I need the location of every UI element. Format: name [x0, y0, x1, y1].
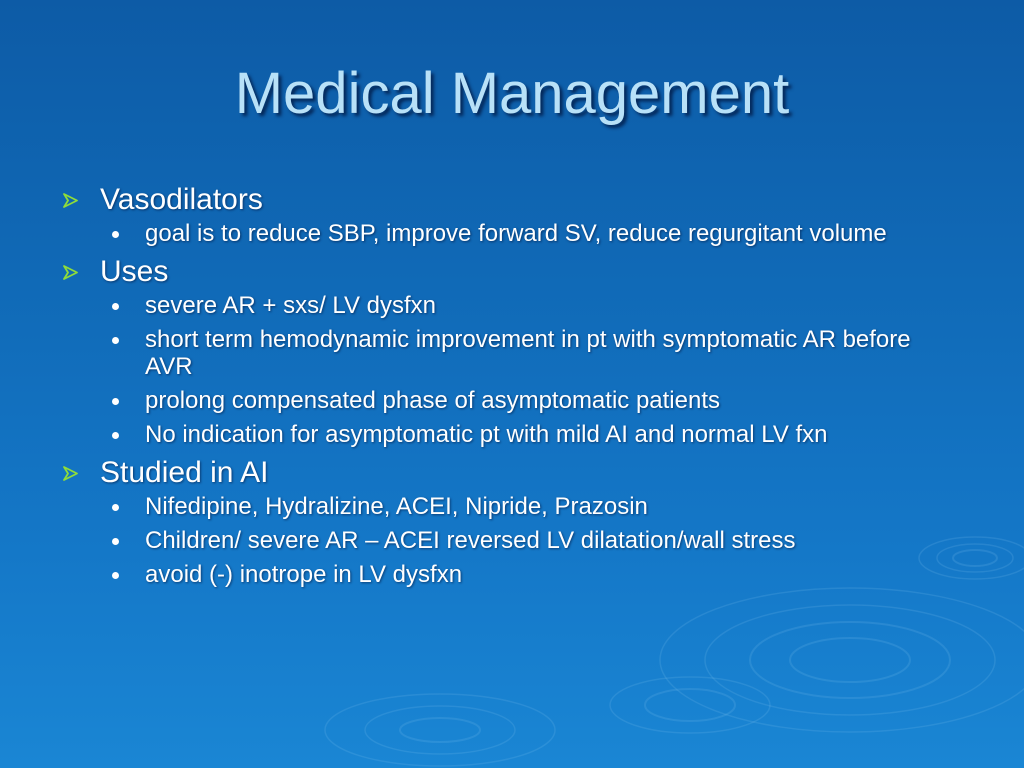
list-item [62, 561, 935, 588]
bullet-list [62, 220, 962, 247]
arrow-bullet-icon [62, 466, 80, 481]
bullet-list [62, 493, 962, 588]
dot-bullet-icon [112, 398, 119, 405]
dot-bullet-icon [112, 337, 119, 344]
list-item [62, 220, 935, 247]
dot-bullet-icon [112, 572, 119, 579]
dot-bullet-icon [112, 303, 119, 310]
section-heading: Uses [100, 255, 169, 288]
list-item [62, 387, 935, 414]
dot-bullet-icon [112, 432, 119, 439]
slide-body [62, 180, 962, 595]
list-item-text: severe AR + sxs/ LV dysfxn [145, 292, 437, 319]
list-item-text: avoid (-) inotrope in LV dysfxn [145, 561, 463, 588]
dot-bullet-icon [112, 504, 119, 511]
slide-title: Medical Management [234, 61, 790, 126]
section-vasodilators [62, 182, 962, 218]
dot-bullet-icon [112, 538, 119, 545]
section-uses [62, 254, 962, 290]
section-heading: Vasodilators [100, 183, 263, 216]
list-item-text: goal is to reduce SBP, improve forward SV, reduce regurgitant volume [145, 220, 887, 247]
list-item-text: Nifedipine, Hydralizine, ACEI, Nipride, Prazosin [145, 493, 648, 520]
bullet-list [62, 292, 962, 448]
section-studied-in-ai [62, 455, 962, 491]
arrow-bullet-icon [62, 193, 80, 208]
list-item-text: prolong compensated phase of asymptomatic patients [145, 387, 721, 414]
list-item [62, 421, 935, 448]
arrow-bullet-icon [62, 265, 80, 280]
section-heading: Studied in AI [100, 456, 269, 489]
list-item [62, 493, 935, 520]
list-item-text: Children/ severe AR – ACEI reversed LV dilatation/wall stress [145, 527, 796, 554]
list-item [62, 527, 935, 554]
list-item-text: No indication for asymptomatic pt with mild AI and normal LV fxn [145, 421, 828, 448]
dot-bullet-icon [112, 231, 119, 238]
list-item [62, 292, 935, 319]
list-item [62, 326, 935, 380]
list-item-text: short term hemodynamic improvement in pt with symptomatic AR before AVR [145, 326, 911, 380]
